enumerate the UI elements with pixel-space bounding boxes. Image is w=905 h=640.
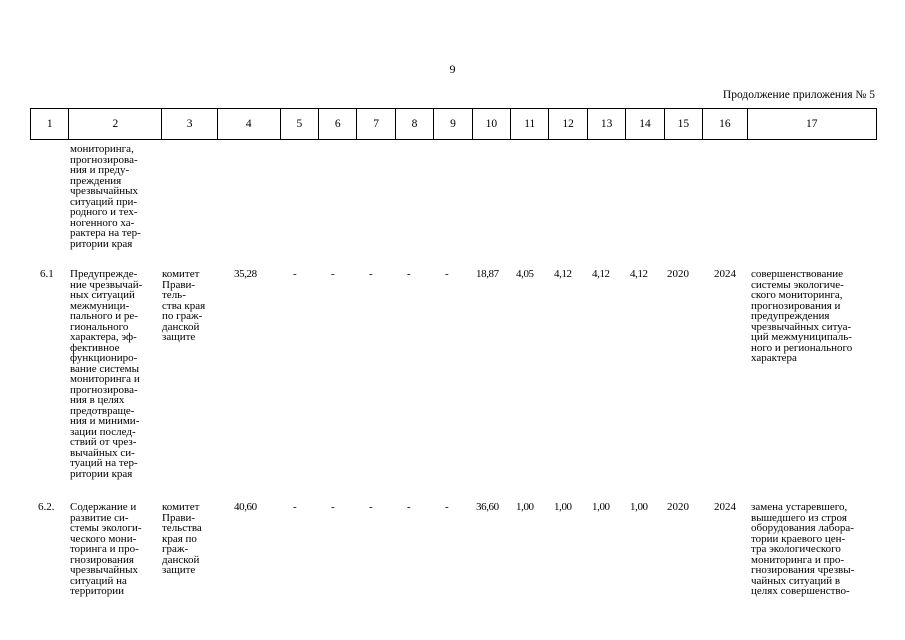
column-header: 3 [162,109,218,140]
column-header: 9 [434,109,472,140]
row-name: Предупрежде- ние чрезвычай- ных ситуаций межмуници- пального и ре- гионального характера, эф- фективное функциониро- вание системы мониторинга и прогнозирова- ния в целях предотвраще- ния и миними- зации послед- ствий от чрез- вычайных си- туаций на тер- ритории края [70,268,143,480]
row-value: 1,00 [592,501,610,513]
page-number: 9 [449,62,456,76]
row-start-year: 2020 [667,268,689,280]
row-result: замена устаревшего, вышедшего из строя оборудования лабора- тории краевого цен- тра экологического мониторинга и про- гнозирования чрезвы- чайных ситуаций в целях совершенство- [751,501,855,597]
row-value: - [445,501,449,513]
row-value: 36,60 [476,501,499,513]
column-header: 5 [280,109,318,140]
column-header: 8 [395,109,433,140]
row-value: 1,00 [630,501,648,513]
column-header: 12 [549,109,587,140]
continuation-note: Продолжение приложения № 5 [722,89,875,101]
row-value: 1,00 [554,501,572,513]
row-value: - [331,501,335,513]
row-value: 1,00 [516,501,534,513]
column-header: 2 [69,109,162,140]
row-end-year: 2024 [714,501,736,513]
column-header: 15 [664,109,702,140]
row-value: 4,12 [554,268,572,280]
column-header: 10 [472,109,510,140]
row-result: совершенствование системы экологиче- ского мониторинга, прогнозирования и предупреждения чрезвычайных ситуа- ций межмуниципаль- ного и регионального характера [751,268,853,364]
row-value: - [293,501,297,513]
continued-row-name: мониторинга, прогнозирова- ния и преду- преждения чрезвычайных ситуаций при- родного и тех- ногенного ха- рактера на тер- ритории края [70,143,141,250]
row-total: 35,28 [234,268,257,280]
column-header-row [31,109,877,140]
row-number: 6.1 [40,268,54,280]
row-value: - [407,501,411,513]
row-executor: комитет Прави- тельства края по граж- данской защите [162,501,202,576]
row-value: - [445,268,449,280]
row-total: 40,60 [234,501,257,513]
column-header: 11 [511,109,549,140]
row-executor: комитет Прави- тель- ства края по граж- данской защите [162,268,206,343]
row-value: 4,12 [630,268,648,280]
row-value: - [331,268,335,280]
column-header: 17 [747,109,876,140]
row-value: 4,05 [516,268,534,280]
row-name: Содержание и развитие си- стемы экологи- ческого мони- торинга и про- гнозирования чрезвычайных ситуаций на территории [70,501,142,597]
column-header: 6 [319,109,357,140]
row-value: - [293,268,297,280]
column-header: 4 [217,109,280,140]
row-value: - [407,268,411,280]
row-value: - [369,501,373,513]
row-value: 4,12 [592,268,610,280]
row-end-year: 2024 [714,268,736,280]
row-value: 18,87 [476,268,499,280]
column-header: 7 [357,109,395,140]
column-header-table [30,108,877,140]
column-header: 1 [31,109,69,140]
row-number: 6.2. [38,501,55,513]
row-start-year: 2020 [667,501,689,513]
column-header: 14 [626,109,664,140]
row-value: - [369,268,373,280]
column-header: 16 [703,109,747,140]
column-header: 13 [587,109,625,140]
